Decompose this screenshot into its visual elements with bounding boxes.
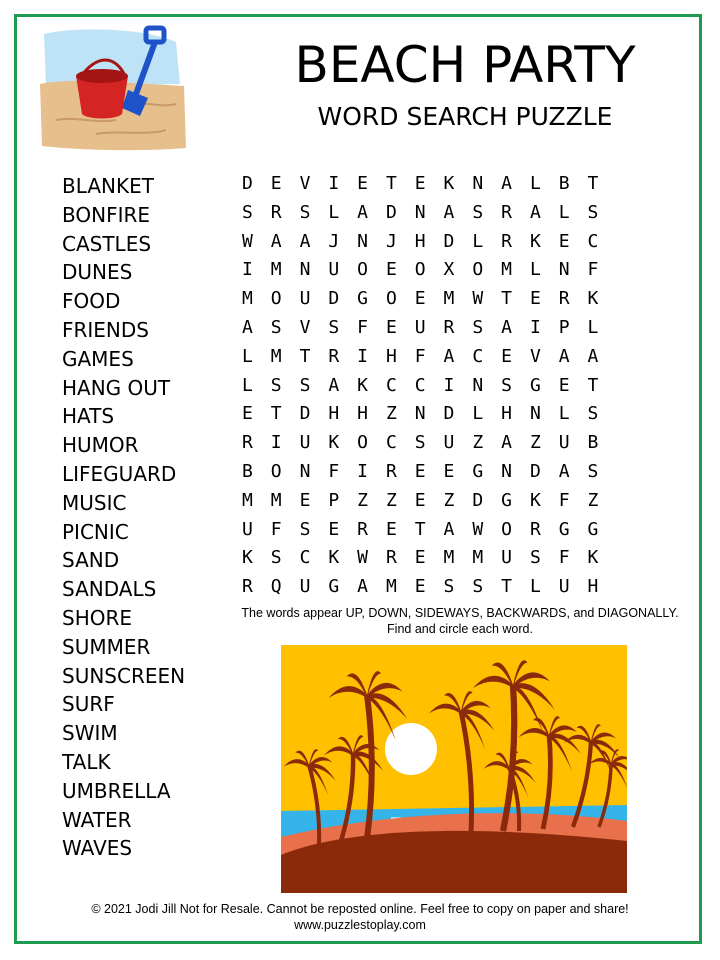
grid-cell[interactable]: E [558, 230, 570, 252]
grid-cell[interactable]: H [414, 230, 426, 252]
grid-cell[interactable]: O [501, 518, 512, 540]
grid-cell[interactable]: F [558, 547, 570, 569]
grid-cell[interactable]: M [241, 489, 253, 511]
grid-cell[interactable]: G [558, 518, 570, 540]
grid-row [233, 429, 607, 458]
word-list-item: WATER [62, 807, 132, 832]
grid-cell[interactable]: L [241, 345, 253, 367]
word-list-item: LIFEGUARD [62, 461, 177, 486]
grid-cell[interactable]: I [328, 173, 340, 194]
grid-cell[interactable]: T [414, 518, 426, 540]
grid-cell[interactable]: W [357, 547, 368, 569]
grid-cell[interactable]: U [558, 576, 570, 598]
grid-cell[interactable]: E [357, 173, 368, 194]
grid-cell[interactable]: M [472, 547, 484, 569]
grid-cell[interactable]: C [385, 432, 397, 454]
word-list-item: SANDALS [62, 577, 157, 602]
grid-cell[interactable]: F [414, 345, 426, 367]
grid-row [233, 170, 607, 199]
word-list-item: SWIM [62, 721, 118, 746]
grid-cell[interactable]: R [558, 288, 570, 310]
grid-cell[interactable]: O [414, 259, 426, 281]
grid-cell[interactable]: S [472, 201, 484, 223]
grid-cell[interactable]: R [241, 432, 253, 454]
grid-row [233, 400, 607, 429]
grid-cell[interactable]: M [270, 489, 282, 511]
grid-cell[interactable]: M [241, 288, 253, 310]
grid-cell[interactable]: A [443, 518, 455, 540]
grid-cell[interactable]: Z [357, 489, 368, 511]
grid-cell[interactable]: E [529, 288, 541, 310]
grid-cell[interactable]: F [328, 460, 340, 482]
grid-cell[interactable]: O [472, 259, 484, 281]
grid-cell[interactable]: M [270, 345, 282, 367]
grid-cell[interactable]: L [328, 201, 340, 223]
grid-cell[interactable]: E [328, 518, 340, 540]
grid-cell[interactable]: F [357, 316, 368, 338]
grid-cell[interactable]: A [443, 345, 455, 367]
grid-cell[interactable]: C [587, 230, 599, 252]
grid-cell[interactable]: M [501, 259, 512, 281]
instructions [230, 605, 690, 637]
grid-cell[interactable]: N [472, 374, 484, 396]
grid-cell[interactable]: N [414, 201, 426, 223]
grid-cell[interactable]: V [529, 345, 541, 367]
grid-cell[interactable]: E [270, 173, 282, 194]
word-list-item: SAND [62, 548, 120, 573]
grid-cell[interactable]: G [472, 460, 484, 482]
grid-cell[interactable]: D [241, 173, 253, 194]
grid-cell[interactable]: E [385, 518, 397, 540]
grid-cell[interactable]: I [357, 345, 368, 367]
word-list-item: PICNIC [62, 519, 129, 544]
grid-cell[interactable]: D [328, 288, 340, 310]
grid-cell[interactable]: E [558, 374, 570, 396]
grid-cell[interactable]: I [241, 259, 253, 281]
grid-cell[interactable]: T [501, 576, 512, 598]
grid-cell[interactable]: D [299, 403, 311, 425]
grid-cell[interactable]: Z [587, 489, 599, 511]
grid-row [233, 573, 607, 602]
grid-cell[interactable]: A [270, 230, 282, 252]
grid-row [233, 285, 607, 314]
grid-cell[interactable]: G [501, 489, 512, 511]
grid-cell[interactable]: A [558, 460, 570, 482]
grid-cell[interactable]: E [414, 460, 426, 482]
grid-cell[interactable]: E [385, 259, 397, 281]
grid-cell[interactable]: K [529, 230, 541, 252]
grid-cell[interactable]: W [241, 230, 253, 252]
grid-cell[interactable]: R [270, 201, 282, 223]
grid-cell[interactable]: R [357, 518, 368, 540]
grid-cell[interactable]: D [472, 489, 484, 511]
grid-cell[interactable]: S [270, 316, 282, 338]
grid-cell[interactable]: L [472, 230, 484, 252]
grid-cell[interactable]: Z [385, 489, 397, 511]
grid-cell[interactable]: I [357, 460, 368, 482]
word-list-item: UMBRELLA [62, 778, 171, 803]
page-subtitle: WORD SEARCH PUZZLE [317, 102, 613, 131]
word-list-item: SUMMER [62, 634, 151, 659]
palm-tree-sunset-scene [281, 645, 627, 893]
letter-grid [233, 170, 607, 602]
grid-cell[interactable]: R [501, 201, 512, 223]
word-list [62, 172, 185, 863]
grid-cell[interactable]: K [357, 374, 368, 396]
grid-cell[interactable]: K [587, 288, 599, 310]
footer [30, 901, 690, 933]
grid-row [233, 256, 607, 285]
grid-cell[interactable]: P [328, 489, 340, 511]
grid-cell[interactable]: Z [529, 432, 541, 454]
grid-cell[interactable]: O [357, 259, 368, 281]
grid-cell[interactable]: P [558, 316, 570, 338]
grid-cell[interactable]: U [328, 259, 340, 281]
grid-cell[interactable]: L [529, 576, 541, 598]
grid-cell[interactable]: U [443, 432, 455, 454]
grid-cell[interactable]: R [443, 316, 455, 338]
grid-cell[interactable]: A [501, 316, 512, 338]
grid-cell[interactable]: H [501, 403, 512, 425]
grid-cell[interactable]: M [443, 288, 455, 310]
word-list-item: HATS [62, 404, 115, 429]
grid-cell[interactable]: I [270, 432, 282, 454]
grid-cell[interactable]: G [357, 288, 368, 310]
grid-cell[interactable]: X [443, 259, 455, 281]
grid-cell[interactable]: E [385, 316, 397, 338]
grid-cell[interactable]: S [587, 460, 599, 482]
website-link: www.puzzlestoplay.com [294, 918, 426, 932]
grid-cell[interactable]: S [443, 576, 455, 598]
grid-cell[interactable]: C [472, 345, 484, 367]
word-list-item: SHORE [62, 605, 133, 630]
grid-cell[interactable]: R [385, 547, 397, 569]
grid-cell[interactable]: M [385, 576, 397, 598]
grid-cell[interactable]: K [328, 432, 340, 454]
grid-row [233, 314, 607, 343]
grid-cell[interactable]: T [299, 345, 311, 367]
grid-cell[interactable]: A [357, 576, 368, 598]
grid-cell[interactable]: I [529, 316, 541, 338]
grid-cell[interactable]: E [241, 403, 253, 425]
grid-cell[interactable]: U [558, 432, 570, 454]
grid-cell[interactable]: J [328, 230, 340, 252]
grid-cell[interactable]: S [270, 374, 282, 396]
grid-cell[interactable]: E [299, 489, 311, 511]
grid-cell[interactable]: I [443, 374, 455, 396]
grid-cell[interactable]: L [558, 201, 570, 223]
word-list-item: GAMES [62, 346, 134, 371]
sand-bucket-shovel-icon [36, 24, 188, 152]
grid-cell[interactable]: A [587, 345, 599, 367]
grid-cell[interactable]: K [328, 547, 340, 569]
word-list-item: HANG OUT [62, 375, 171, 400]
grid-cell[interactable]: S [270, 547, 282, 569]
grid-cell[interactable]: K [443, 173, 455, 194]
grid-cell[interactable]: G [587, 518, 599, 540]
word-list-item: SURF [62, 692, 115, 717]
grid-cell[interactable]: A [299, 230, 311, 252]
grid-cell[interactable]: E [414, 576, 426, 598]
grid-cell[interactable]: G [529, 374, 541, 396]
grid-cell[interactable]: L [529, 173, 541, 194]
grid-cell[interactable]: L [558, 403, 570, 425]
grid-cell[interactable]: Z [443, 489, 455, 511]
grid-cell[interactable]: A [241, 316, 253, 338]
grid-cell[interactable]: N [529, 403, 541, 425]
word-list-item: FRIENDS [62, 317, 149, 342]
grid-row [233, 516, 607, 545]
grid-cell[interactable]: A [529, 201, 541, 223]
grid-cell[interactable]: S [529, 547, 541, 569]
grid-cell[interactable]: N [501, 460, 512, 482]
grid-cell[interactable]: S [414, 432, 426, 454]
grid-cell[interactable]: T [587, 374, 599, 396]
grid-cell[interactable]: F [587, 259, 599, 281]
grid-row [233, 487, 607, 516]
grid-cell[interactable]: L [241, 374, 253, 396]
grid-cell[interactable]: U [501, 547, 512, 569]
grid-cell[interactable]: E [443, 460, 455, 482]
word-list-item: WAVES [62, 836, 133, 861]
grid-cell[interactable]: D [443, 230, 455, 252]
grid-cell[interactable]: A [328, 374, 340, 396]
instructions-line-2: Find and circle each word. [387, 622, 533, 636]
grid-cell[interactable]: M [443, 547, 455, 569]
instructions-line-1: The words appear UP, DOWN, SIDEWAYS, BACKWARDS, and DIAGONALLY. [241, 606, 679, 620]
grid-cell[interactable]: N [414, 403, 426, 425]
grid-cell[interactable]: D [529, 460, 541, 482]
grid-cell[interactable]: E [414, 489, 426, 511]
word-list-item: DUNES [62, 260, 133, 285]
grid-cell[interactable]: R [529, 518, 541, 540]
grid-cell[interactable]: J [385, 230, 397, 252]
grid-cell[interactable]: N [472, 173, 484, 194]
grid-cell[interactable]: S [472, 316, 484, 338]
grid-cell[interactable]: E [414, 288, 426, 310]
grid-cell[interactable]: O [385, 288, 397, 310]
grid-cell[interactable]: F [558, 489, 570, 511]
grid-cell[interactable]: D [385, 201, 397, 223]
grid-cell[interactable]: R [241, 576, 253, 598]
grid-cell[interactable]: T [587, 173, 599, 194]
grid-cell[interactable]: C [299, 547, 311, 569]
sun [385, 723, 437, 775]
grid-cell[interactable]: A [357, 201, 368, 223]
word-list-item: BONFIRE [62, 202, 151, 227]
grid-row [233, 228, 607, 257]
grid-cell[interactable]: Z [472, 432, 484, 454]
grid-row [233, 343, 607, 372]
grid-cell[interactable]: S [299, 374, 311, 396]
grid-cell[interactable]: O [357, 432, 368, 454]
grid-cell[interactable]: O [270, 460, 282, 482]
grid-cell[interactable]: F [270, 518, 282, 540]
grid-cell[interactable]: L [587, 316, 599, 338]
grid-cell[interactable]: N [299, 460, 311, 482]
grid-cell[interactable]: U [299, 288, 311, 310]
grid-cell[interactable]: N [299, 259, 311, 281]
grid-cell[interactable]: W [472, 518, 484, 540]
word-list-item: TALK [62, 749, 111, 774]
grid-cell[interactable]: U [299, 432, 311, 454]
grid-cell[interactable]: N [357, 230, 368, 252]
grid-cell[interactable]: K [241, 547, 253, 569]
grid-cell[interactable]: S [299, 201, 311, 223]
grid-cell[interactable]: K [529, 489, 541, 511]
grid-cell[interactable]: L [472, 403, 484, 425]
grid-cell[interactable]: V [299, 173, 311, 194]
grid-cell[interactable]: C [414, 374, 426, 396]
grid-cell[interactable]: A [501, 432, 512, 454]
grid-cell[interactable]: C [385, 374, 397, 396]
word-list-item: SUNSCREEN [62, 663, 186, 688]
grid-cell[interactable]: S [587, 201, 599, 223]
grid-cell[interactable]: M [270, 259, 282, 281]
grid-cell[interactable]: N [558, 259, 570, 281]
grid-row [233, 372, 607, 401]
grid-cell[interactable]: T [270, 403, 282, 425]
grid-cell[interactable]: S [241, 201, 253, 223]
grid-cell[interactable]: A [443, 201, 455, 223]
grid-cell[interactable]: S [299, 518, 311, 540]
grid-cell[interactable]: D [443, 403, 455, 425]
copyright-notice: © 2021 Jodi Jill Not for Resale. Cannot be reposted online. Feel free to copy on paper and share! [91, 902, 629, 916]
grid-cell[interactable]: U [299, 576, 311, 598]
grid-row [233, 199, 607, 228]
grid-cell[interactable]: S [501, 374, 512, 396]
grid-row [233, 458, 607, 487]
grid-cell[interactable]: B [558, 173, 570, 194]
grid-cell[interactable]: L [529, 259, 541, 281]
grid-cell[interactable]: S [328, 316, 340, 338]
grid-cell[interactable]: R [328, 345, 340, 367]
grid-cell[interactable]: R [385, 460, 397, 482]
word-list-item: HUMOR [62, 433, 139, 458]
word-list-item: CASTLES [62, 231, 152, 256]
word-list-item: MUSIC [62, 490, 127, 515]
grid-cell[interactable]: T [501, 288, 512, 310]
grid-cell[interactable]: H [587, 576, 599, 598]
grid-cell[interactable]: O [270, 288, 282, 310]
grid-cell[interactable]: S [587, 403, 599, 425]
grid-cell[interactable]: R [501, 230, 512, 252]
grid-cell[interactable]: T [385, 173, 397, 194]
grid-cell[interactable]: B [241, 460, 253, 482]
grid-cell[interactable]: H [385, 345, 397, 367]
grid-cell[interactable]: Z [385, 403, 397, 425]
grid-cell[interactable]: H [357, 403, 368, 425]
grid-cell[interactable]: U [241, 518, 253, 540]
grid-row [233, 544, 607, 573]
grid-cell[interactable]: A [558, 345, 570, 367]
grid-cell[interactable]: U [414, 316, 426, 338]
grid-cell[interactable]: G [328, 576, 340, 598]
grid-cell[interactable]: W [472, 288, 484, 310]
grid-cell[interactable]: E [501, 345, 512, 367]
grid-cell[interactable]: E [414, 173, 426, 194]
word-list-item: FOOD [62, 289, 121, 314]
grid-cell[interactable]: K [587, 547, 599, 569]
grid-cell[interactable]: H [328, 403, 340, 425]
grid-cell[interactable]: Q [270, 576, 282, 598]
grid-cell[interactable]: V [299, 316, 311, 338]
grid-cell[interactable]: E [414, 547, 426, 569]
grid-cell[interactable]: S [472, 576, 484, 598]
grid-cell[interactable]: A [501, 173, 512, 194]
grid-cell[interactable]: B [587, 432, 599, 454]
page-title: BEACH PARTY [294, 36, 636, 94]
word-list-item: BLANKET [62, 174, 154, 198]
